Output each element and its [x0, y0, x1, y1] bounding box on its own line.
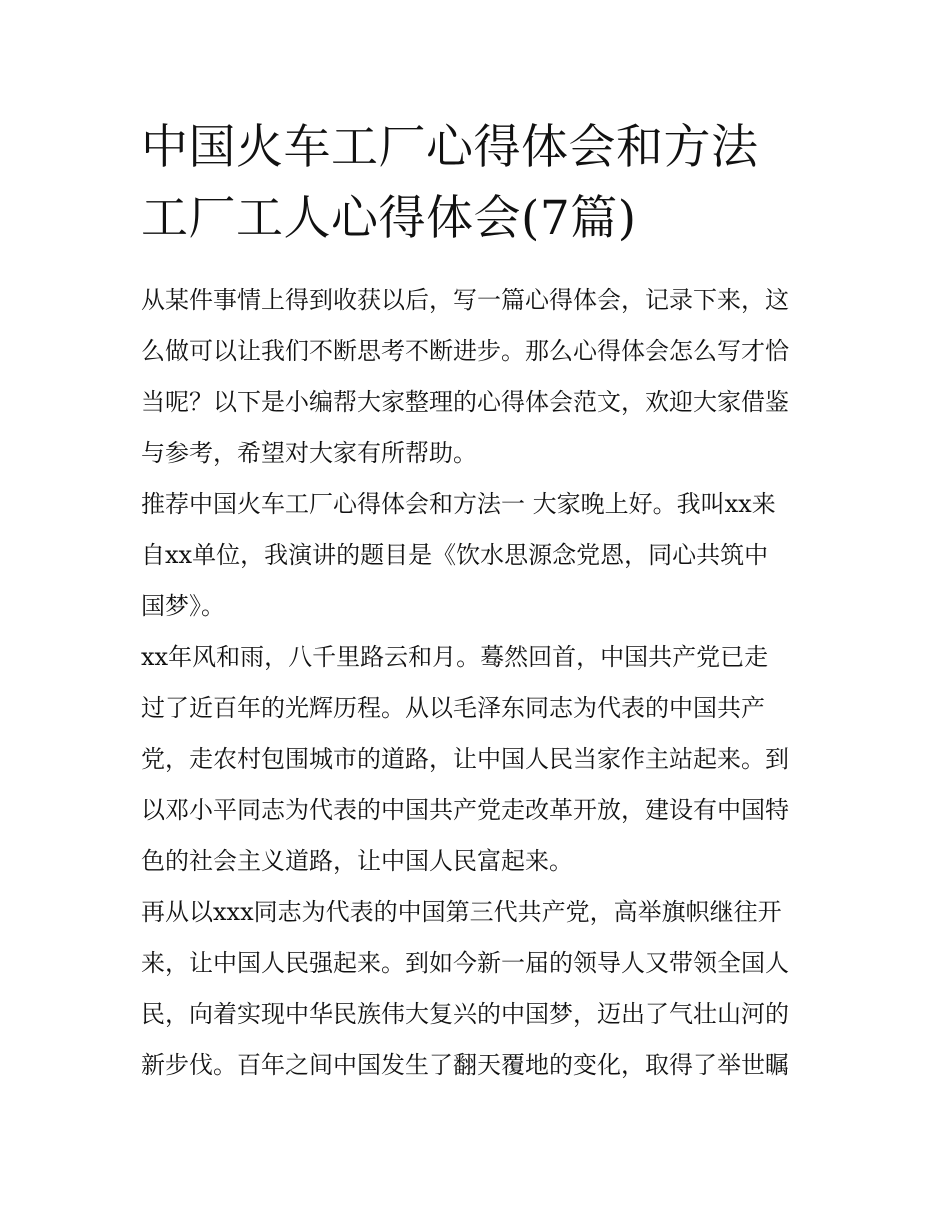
text-line: 自xx单位，我演讲的题目是《饮水思源念党恩，同心共筑中 [141, 541, 769, 569]
text-line: 色的社会主义道路，让中国人民富起来。 [141, 847, 573, 875]
title-line-1: 中国火车工厂心得体会和方法 [141, 120, 759, 175]
text-line: 当呢？以下是小编帮大家整理的心得体会范文，欢迎大家借鉴 [141, 388, 789, 416]
text-line: 推荐中国火车工厂心得体会和方法一 大家晚上好。我叫xx来 [141, 490, 776, 518]
text-line: xx年风和雨，八千里路云和月。蓦然回首，中国共产党已走 [141, 643, 769, 671]
text-line: 再从以xxx同志为代表的中国第三代共产党，高举旗帜继往开 [141, 898, 782, 926]
text-line: 以邓小平同志为代表的中国共产党走改革开放，建设有中国特 [141, 796, 789, 824]
paragraph-speech-opening [141, 479, 816, 632]
text-line: 来，让中国人民强起来。到如今新一届的领导人又带领全国人 [141, 949, 789, 977]
text-line: 从某件事情上得到收获以后，写一篇心得体会，记录下来，这 [141, 286, 789, 314]
text-line: 与参考，希望对大家有所帮助。 [141, 439, 477, 467]
text-line: 国梦》。 [141, 592, 225, 620]
title-line-2: 工厂工人心得体会(7篇) [141, 191, 637, 246]
text-line: 么做可以让我们不断思考不断进步。那么心得体会怎么写才恰 [141, 337, 789, 365]
paragraph-new-era [141, 887, 816, 1091]
text-line: 党，走农村包围城市的道路，让中国人民当家作主站起来。到 [141, 745, 789, 773]
document-body [141, 275, 816, 1091]
paragraph-intro [141, 275, 816, 479]
paragraph-history [141, 632, 816, 887]
text-line: 过了近百年的光辉历程。从以毛泽东同志为代表的中国共产 [141, 694, 765, 722]
document-title [141, 112, 831, 254]
text-line: 民，向着实现中华民族伟大复兴的中国梦，迈出了气壮山河的 [141, 1000, 789, 1028]
text-line: 新步伐。百年之间中国发生了翻天覆地的变化，取得了举世瞩 [141, 1051, 789, 1079]
